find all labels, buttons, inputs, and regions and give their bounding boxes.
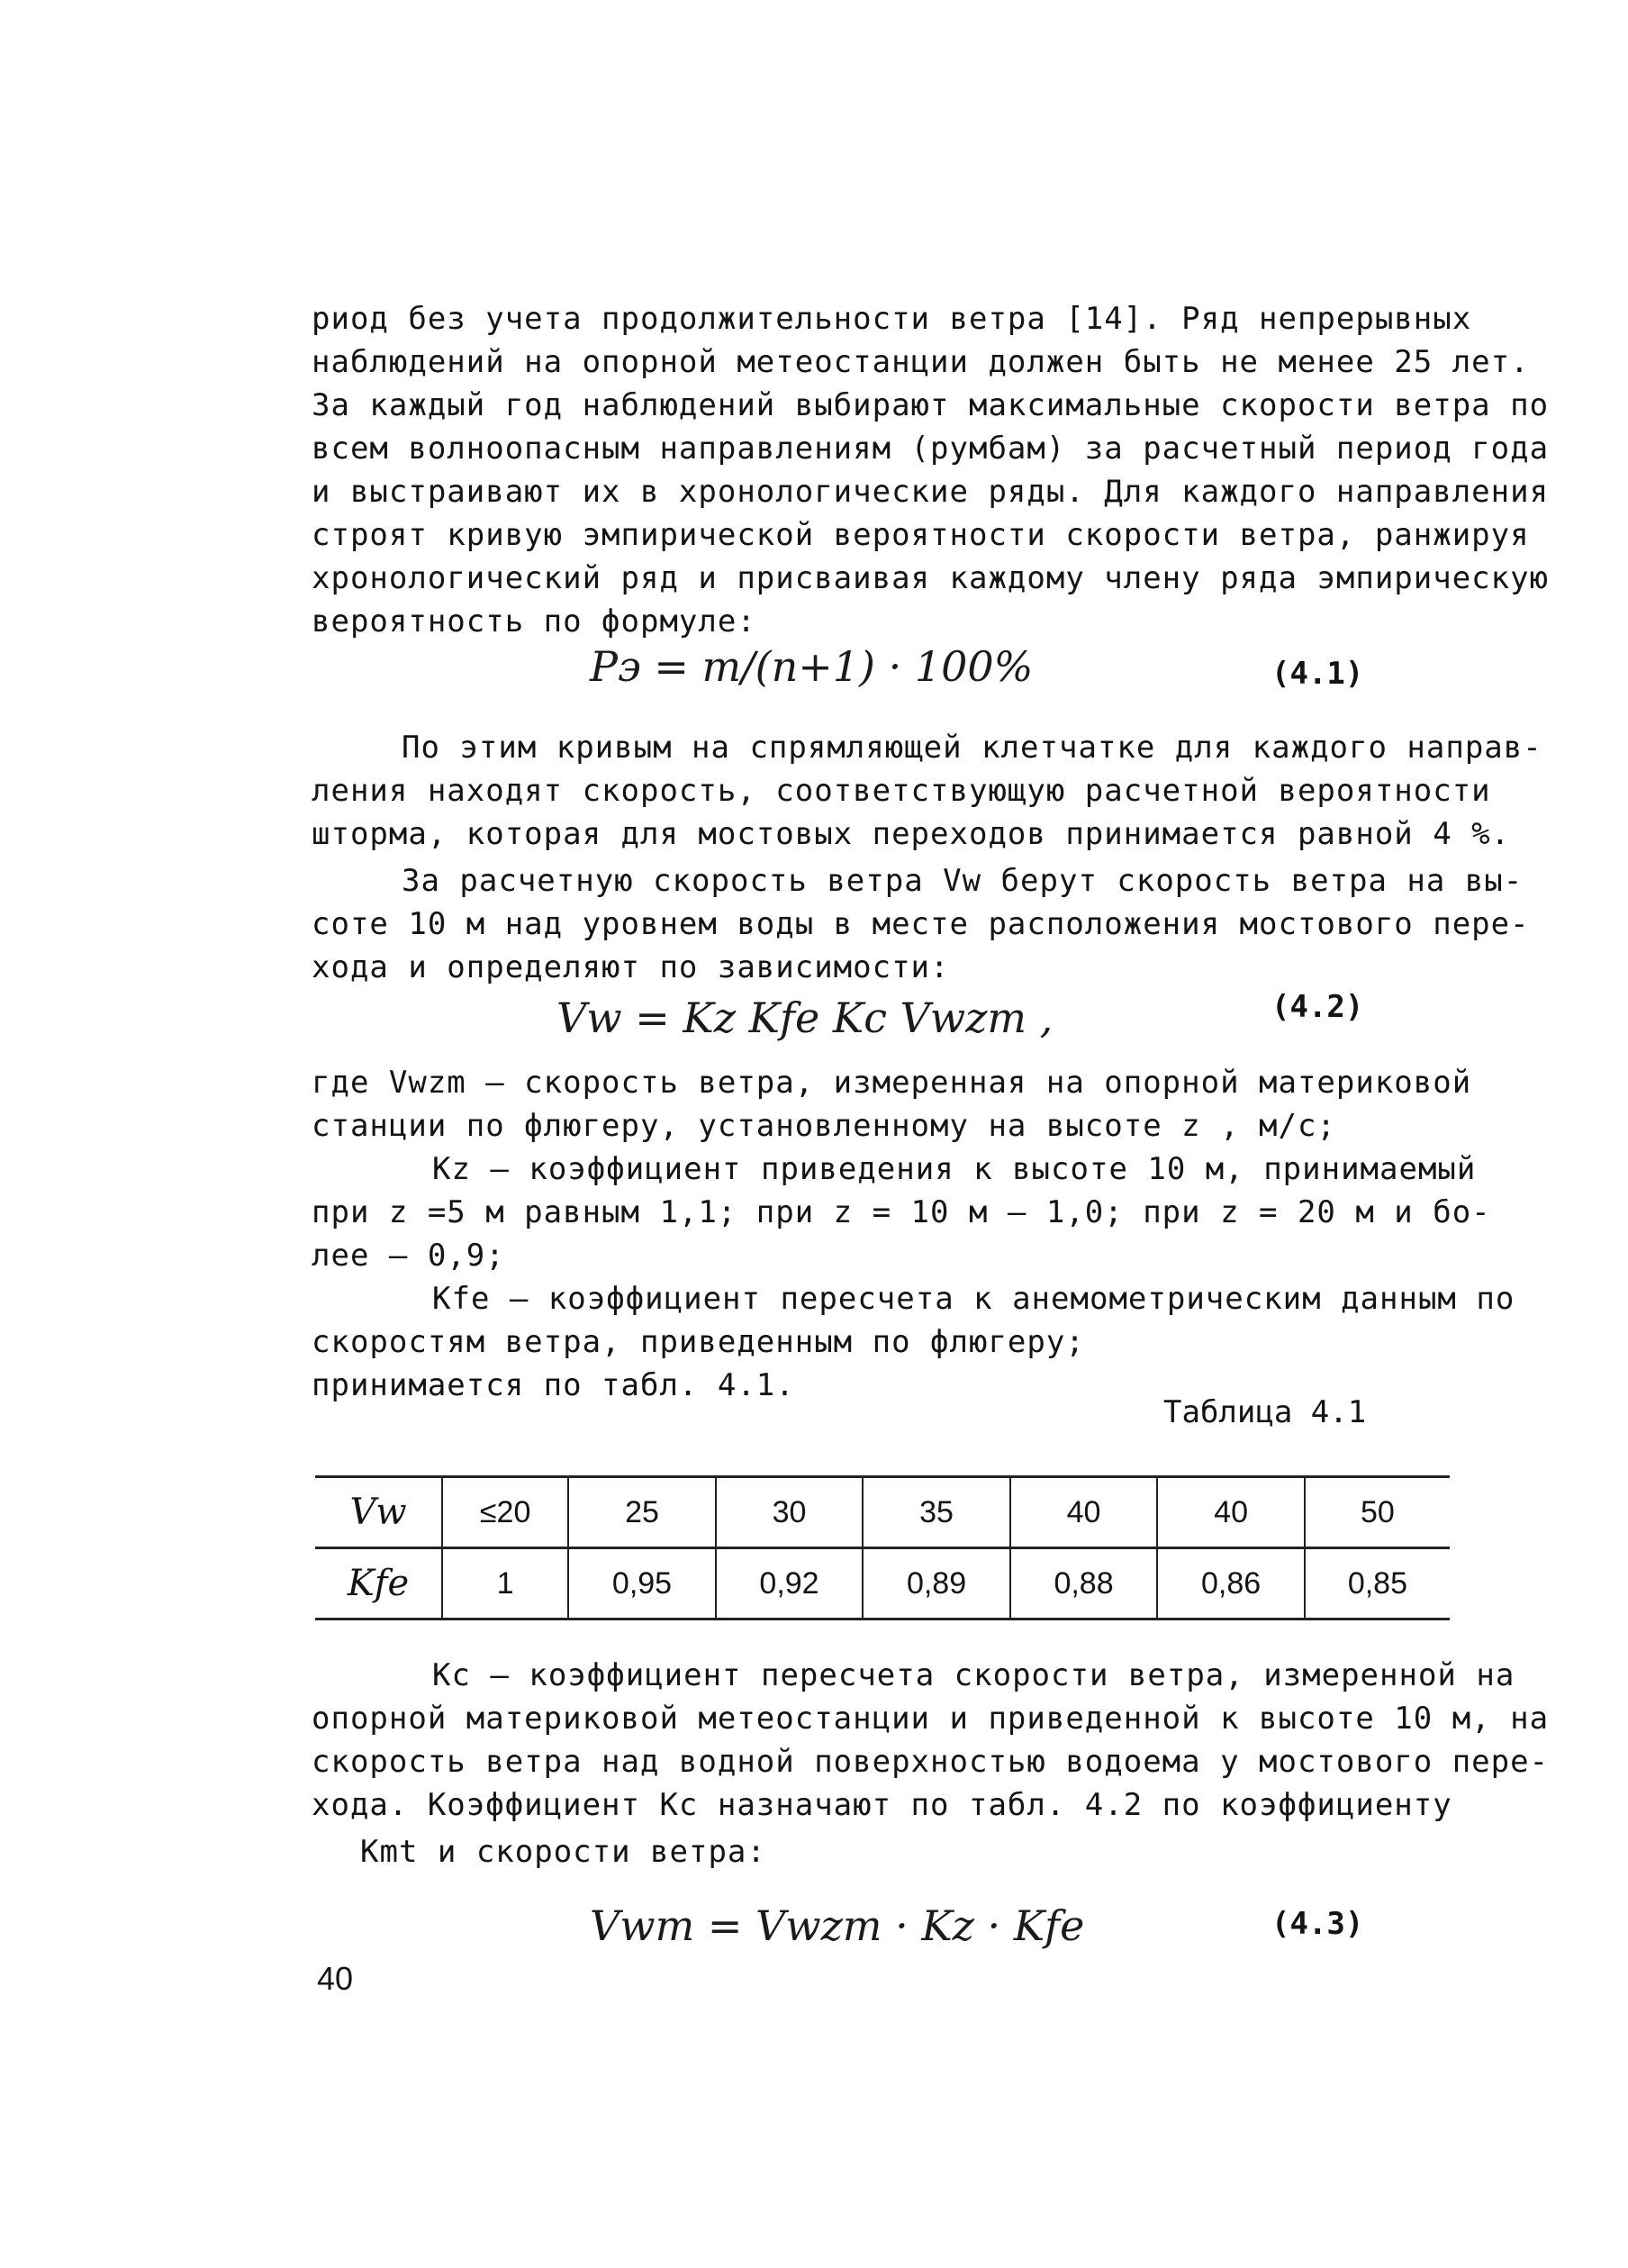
table-cell: 0,89 [863,1548,1010,1619]
coefficient-table [315,1475,1450,1620]
table-row [315,1477,1450,1548]
equation-number: (4.1) [1271,656,1364,692]
text-line: строят кривую эмпирической вероятности скорости ветра, ранжируя [312,517,1530,553]
equation-number: (4.2) [1271,989,1364,1025]
text-line: при z =5 м равным 1,1; при z = 10 м – 1,0; при z = 20 м и бо- [312,1194,1491,1230]
text-line: принимается по табл. 4.1. [312,1367,795,1403]
text-line: соте 10 м над уровнем воды в месте расположения мостового пере- [312,906,1530,942]
table-cell: 0,88 [1010,1548,1158,1619]
formula-probability: Pэ = m/(n+1) · 100% [590,642,1034,691]
text-line: ления находят скорость, соответствующую расчетной вероятности [312,773,1491,809]
text-line: вероятность по формуле: [312,603,756,640]
text-line: За каждый год наблюдений выбирают максимальные скорости ветра по [312,387,1550,423]
table-cell: 30 [716,1477,864,1548]
equation-number: (4.3) [1271,1906,1364,1942]
text-line: хода и определяют по зависимости: [312,949,950,985]
row-header: Vw [315,1477,442,1548]
text-line: Kc – коэффициент пересчета скорости ветра, измеренной на [432,1657,1515,1693]
text-line: лее – 0,9; [312,1238,505,1274]
text-line: станции по флюгеру, установленному на высоте z , м/с; [312,1108,1336,1144]
table-cell: 0,85 [1305,1548,1450,1619]
text-line: шторма, которая для мостовых переходов принимается равной 4 %. [312,816,1511,852]
text-line: Kmt и скорости ветра: [360,1834,766,1870]
table-caption: Таблица 4.1 [1163,1394,1367,1430]
row-header: Kfe [315,1548,442,1619]
table-cell: 1 [442,1548,568,1619]
text-line: скорость ветра над водной поверхностью водоема у мостового пере- [312,1744,1550,1780]
text-line: скоростям ветра, приведенным по флюгеру; [312,1324,1085,1360]
text-line: По этим кривым на спрямляющей клетчатке для каждого направ- [402,730,1542,766]
page-number: 40 [317,1960,354,1997]
table-cell: 0,86 [1157,1548,1305,1619]
text-line: хронологический ряд и присваивая каждому члену ряда эмпирическую [312,560,1550,596]
table-cell: 40 [1010,1477,1158,1548]
table-cell: ≤20 [442,1477,568,1548]
table-cell: 40 [1157,1477,1305,1548]
table-cell: 50 [1305,1477,1450,1548]
formula-water-wind-speed: Vwm = Vwzm · Kz · Kfe [590,1901,1085,1950]
text-line: Kfe – коэффициент пересчета к анемометрическим данным по [432,1281,1515,1317]
formula-wind-speed: Vw = Kz Kfe Kc Vwzm , [556,993,1054,1042]
table-cell: 0,92 [716,1548,864,1619]
text-line: опорной материковой метеостанции и приведенной к высоте 10 м, на [312,1701,1550,1737]
table-cell: 25 [568,1477,716,1548]
text-line: риод без учета продолжительности ветра [14]. Ряд непрерывных [312,301,1472,337]
table-cell: 0,95 [568,1548,716,1619]
text-line: хода. Коэффициент Kc назначают по табл. 4.2 по коэффициенту [312,1787,1452,1823]
text-line: Kz – коэффициент приведения к высоте 10 м, принимаемый [432,1151,1477,1187]
text-line: наблюдений на опорной метеостанции должен быть не менее 25 лет. [312,344,1530,380]
table-cell: 35 [863,1477,1010,1548]
text-line: где Vwzm – скорость ветра, измеренная на опорной материковой [312,1065,1472,1101]
table-row [315,1548,1450,1619]
text-line: За расчетную скорость ветра Vw берут скорость ветра на вы- [402,863,1524,899]
text-line: всем волноопасным направлениям (румбам) за расчетный период года [312,431,1550,467]
text-line: и выстраивают их в хронологические ряды. Для каждого направления [312,474,1550,510]
